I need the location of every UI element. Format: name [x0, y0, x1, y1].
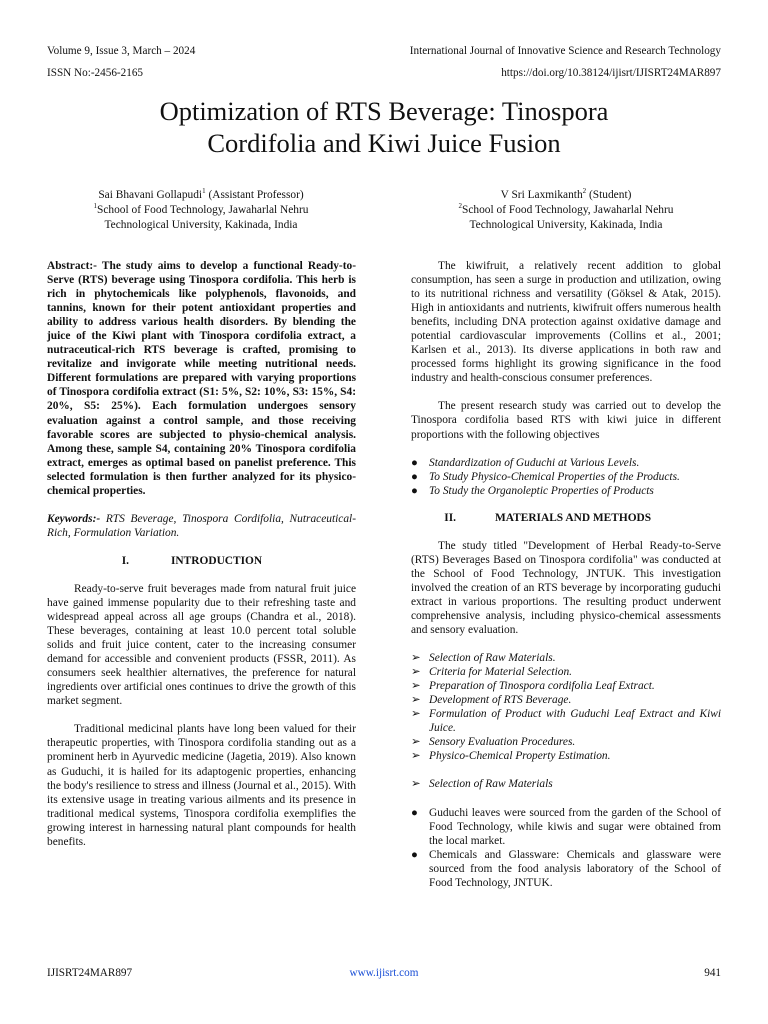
intro-paragraph-2: Traditional medicinal plants have long been valued for their therapeutic properties, with Tinospora cordifolia standing out as a prominent herb in Ayurvedic medicine (Jagetia, 2019). Also known as Guduchi, it is hailed for its adaptogenic properties, enhancing the body's resilience to stress and illness (Journal et al., 2015). With its extensive usage in treating various ailments and its presence in traditional medical systems, Tinospora cordifolia exemplifies the growing interest in harnessing natural plant compounds for health benefits. [47, 723, 356, 848]
intro-paragraph-1: Ready-to-serve fruit beverages made from natural fruit juice have gained immense popularity due to their refreshing taste and widespread appeal across all age groups (Chandra et al., 2018). These beverages, containing at least 10.0 percent total soluble solids and fruit juice content, cater to the increasing consumer demand for accessible and convenient products (FSSR, 2011). As consumers seek healthier alternatives, the preference for natural ingredients over artificial ones continues to drive the growth of this market segment. [47, 582, 356, 708]
author-role: (Student) [586, 189, 632, 201]
footer-paper-id: IJISRT24MAR897 [47, 967, 133, 979]
affiliation-line-1: School of Food Technology, Jawaharlal Nehru [462, 204, 674, 217]
arrow-icon: ➢ [411, 680, 421, 693]
affiliation-sup: 2 [458, 202, 463, 211]
list-item [411, 848, 721, 890]
objective-text: Standardization of Guduchi at Various Levels. [429, 456, 640, 469]
title-line-1: Optimization of RTS Beverage: Tinospora [159, 96, 609, 126]
list-item [411, 484, 721, 498]
section-title: INTRODUCTION [171, 554, 263, 567]
subheading-text: Selection of Raw Materials [429, 778, 553, 791]
bullet-icon: ● [411, 848, 418, 861]
author-name: V Sri Laxmikanth [500, 189, 583, 201]
footer-site-link[interactable]: www.ijisrt.com [349, 967, 419, 979]
issn: ISSN No:-2456-2165 [47, 67, 144, 79]
bullet-icon: ● [411, 806, 418, 819]
author-role: (Assistant Professor) [205, 189, 304, 201]
list-item [411, 665, 721, 679]
materials-paragraph: The study titled "Development of Herbal Ready-to-Serve (RTS) Beverages Based on Tinospora cordifolia" was conducted at the School of Food Technology, JNTUK. This investigation involved the creation of an RTS beverage by incorporating guduchi extract in various proportions. The resulting product underwent comprehensive analysis, including physico-chemical assessments and sensory evaluation. [411, 539, 721, 637]
author-sup: 1 [202, 187, 206, 196]
abstract-label: Abstract:- [47, 260, 97, 272]
abstract [47, 259, 356, 498]
arrow-icon: ➢ [411, 652, 421, 665]
journal-volume: Volume 9, Issue 3, March – 2024 [47, 45, 196, 57]
bullet-icon: ● [411, 470, 418, 483]
bullet-text: Guduchi leaves were sourced from the garden of the School of Food Technology, while kiwis and sugar were obtained from the local market. [429, 806, 721, 847]
author-block-1 [36, 188, 366, 234]
list-item [411, 693, 721, 707]
bullet-icon: ● [411, 456, 418, 469]
subheading-selection [411, 777, 721, 791]
step-text: Formulation of Product with Guduchi Leaf Extract and Kiwi Juice. [429, 708, 721, 735]
doi-link[interactable]: https://doi.org/10.38124/ijisrt/IJISRT24MAR897 [501, 67, 721, 79]
arrow-icon: ➢ [411, 750, 421, 763]
step-text: Preparation of Tinospora cordifolia Leaf Extract. [429, 680, 655, 693]
arrow-icon: ➢ [411, 694, 421, 707]
section-title: MATERIALS AND METHODS [495, 511, 652, 524]
affiliation-line-2: Technological University, Kakinada, India [469, 219, 663, 232]
keywords-text: RTS Beverage, Tinospora Cordifolia, Nutraceutical-Rich, Formulation Variation. [47, 512, 356, 539]
section-heading-intro [47, 554, 356, 568]
page-number: 941 [704, 967, 721, 979]
affiliation-sup: 1 [93, 202, 98, 211]
author-sup: 2 [582, 187, 587, 196]
list-item [411, 735, 721, 749]
section-number: II. [444, 511, 456, 524]
step-text: Sensory Evaluation Procedures. [429, 736, 576, 749]
list-item [411, 749, 721, 763]
objectives-intro: The present research study was carried out to develop the Tinospora cordifolia based RTS with kiwi juice in different proportions with the following objectives [411, 400, 721, 441]
list-item [411, 679, 721, 693]
affiliation-line-2: Technological University, Kakinada, India [104, 219, 298, 232]
step-text: Criteria for Material Selection. [429, 666, 573, 679]
objective-text: To Study Physico-Chemical Properties of the Products. [429, 470, 680, 483]
title-line-2: Cordifolia and Kiwi Juice Fusion [207, 128, 561, 158]
author-name: Sai Bhavani Gollapudi [98, 189, 203, 201]
objectives-list [411, 456, 721, 498]
list-item [411, 806, 721, 848]
arrow-icon: ➢ [411, 778, 421, 791]
list-item [411, 651, 721, 665]
step-text: Physico-Chemical Property Estimation. [429, 750, 611, 763]
abstract-text: The study aims to develop a functional Ready-to-Serve (RTS) beverage using Tinospora cordifolia. This herb is rich in phytochemicals like polyphenols, flavonoids, and tannins, known for their potent antioxidant properties and ability to address various health disorders. By blending the juice of the Kiwi plant with Tinospora cordifolia extract, a nutraceutical-rich RTS beverage is crafted, promising to revitalize and invigorate while meeting nutritional needs. Different formulations are prepared with varying proportions of Tinospora cordifolia extract (S1: 5%, S2: 10%, S3: 15%, S4: 20%, S5: 25%). Each formulation undergoes sensory evaluation against a control sample, and those receiving favorable scores are subjected to physio-chemical analysis. Among these, sample S4, containing 20% Tinospora cordifolia extract, emerges as optimal based on panelist preference. This selected formulation is then further analyzed for its physico-chemical properties. [47, 260, 356, 497]
bullet-text: Chemicals and Glassware: Chemicals and glassware were sourced from the food analysis laboratory of the School of Food Technology, JNTUK. [429, 848, 721, 889]
arrow-icon: ➢ [411, 736, 421, 749]
arrow-icon: ➢ [411, 708, 421, 721]
kiwi-paragraph: The kiwifruit, a relatively recent addition to global consumption, has seen a surge in production and utilization, owing to its nutritional richness and versatility (Göksel & Atak, 2015). High in antioxidants and nutrients, kiwifruit offers numerous health benefits, including DNA protection against oxidative damage and potential cardiovascular improvements (Collins et al., 2001; Karlsen et al., 2013). Its diverse applications in both raw and processed forms highlight its growing significance in the food industry and health-conscious consumer preferences. [411, 260, 721, 385]
subheading-list [411, 777, 721, 791]
steps-list [411, 651, 721, 763]
list-item [411, 456, 721, 470]
arrow-icon: ➢ [411, 666, 421, 679]
author-block-2 [401, 188, 731, 234]
objective-text: To Study the Organoleptic Properties of Products [429, 484, 654, 497]
section-heading-materials [411, 511, 721, 525]
paper-title [60, 95, 708, 159]
keywords [47, 512, 356, 540]
materials-bullets [411, 806, 721, 890]
step-text: Development of RTS Beverage. [429, 694, 572, 707]
left-column [47, 259, 356, 849]
keywords-label: Keywords:- [47, 512, 101, 525]
right-column [411, 259, 721, 890]
list-item [411, 470, 721, 484]
affiliation-line-1: School of Food Technology, Jawaharlal Nehru [97, 204, 309, 217]
step-text: Selection of Raw Materials. [429, 652, 556, 665]
list-item [411, 707, 721, 735]
bullet-icon: ● [411, 484, 418, 497]
journal-name: International Journal of Innovative Science and Research Technology [409, 45, 721, 57]
section-number: I. [121, 554, 129, 567]
